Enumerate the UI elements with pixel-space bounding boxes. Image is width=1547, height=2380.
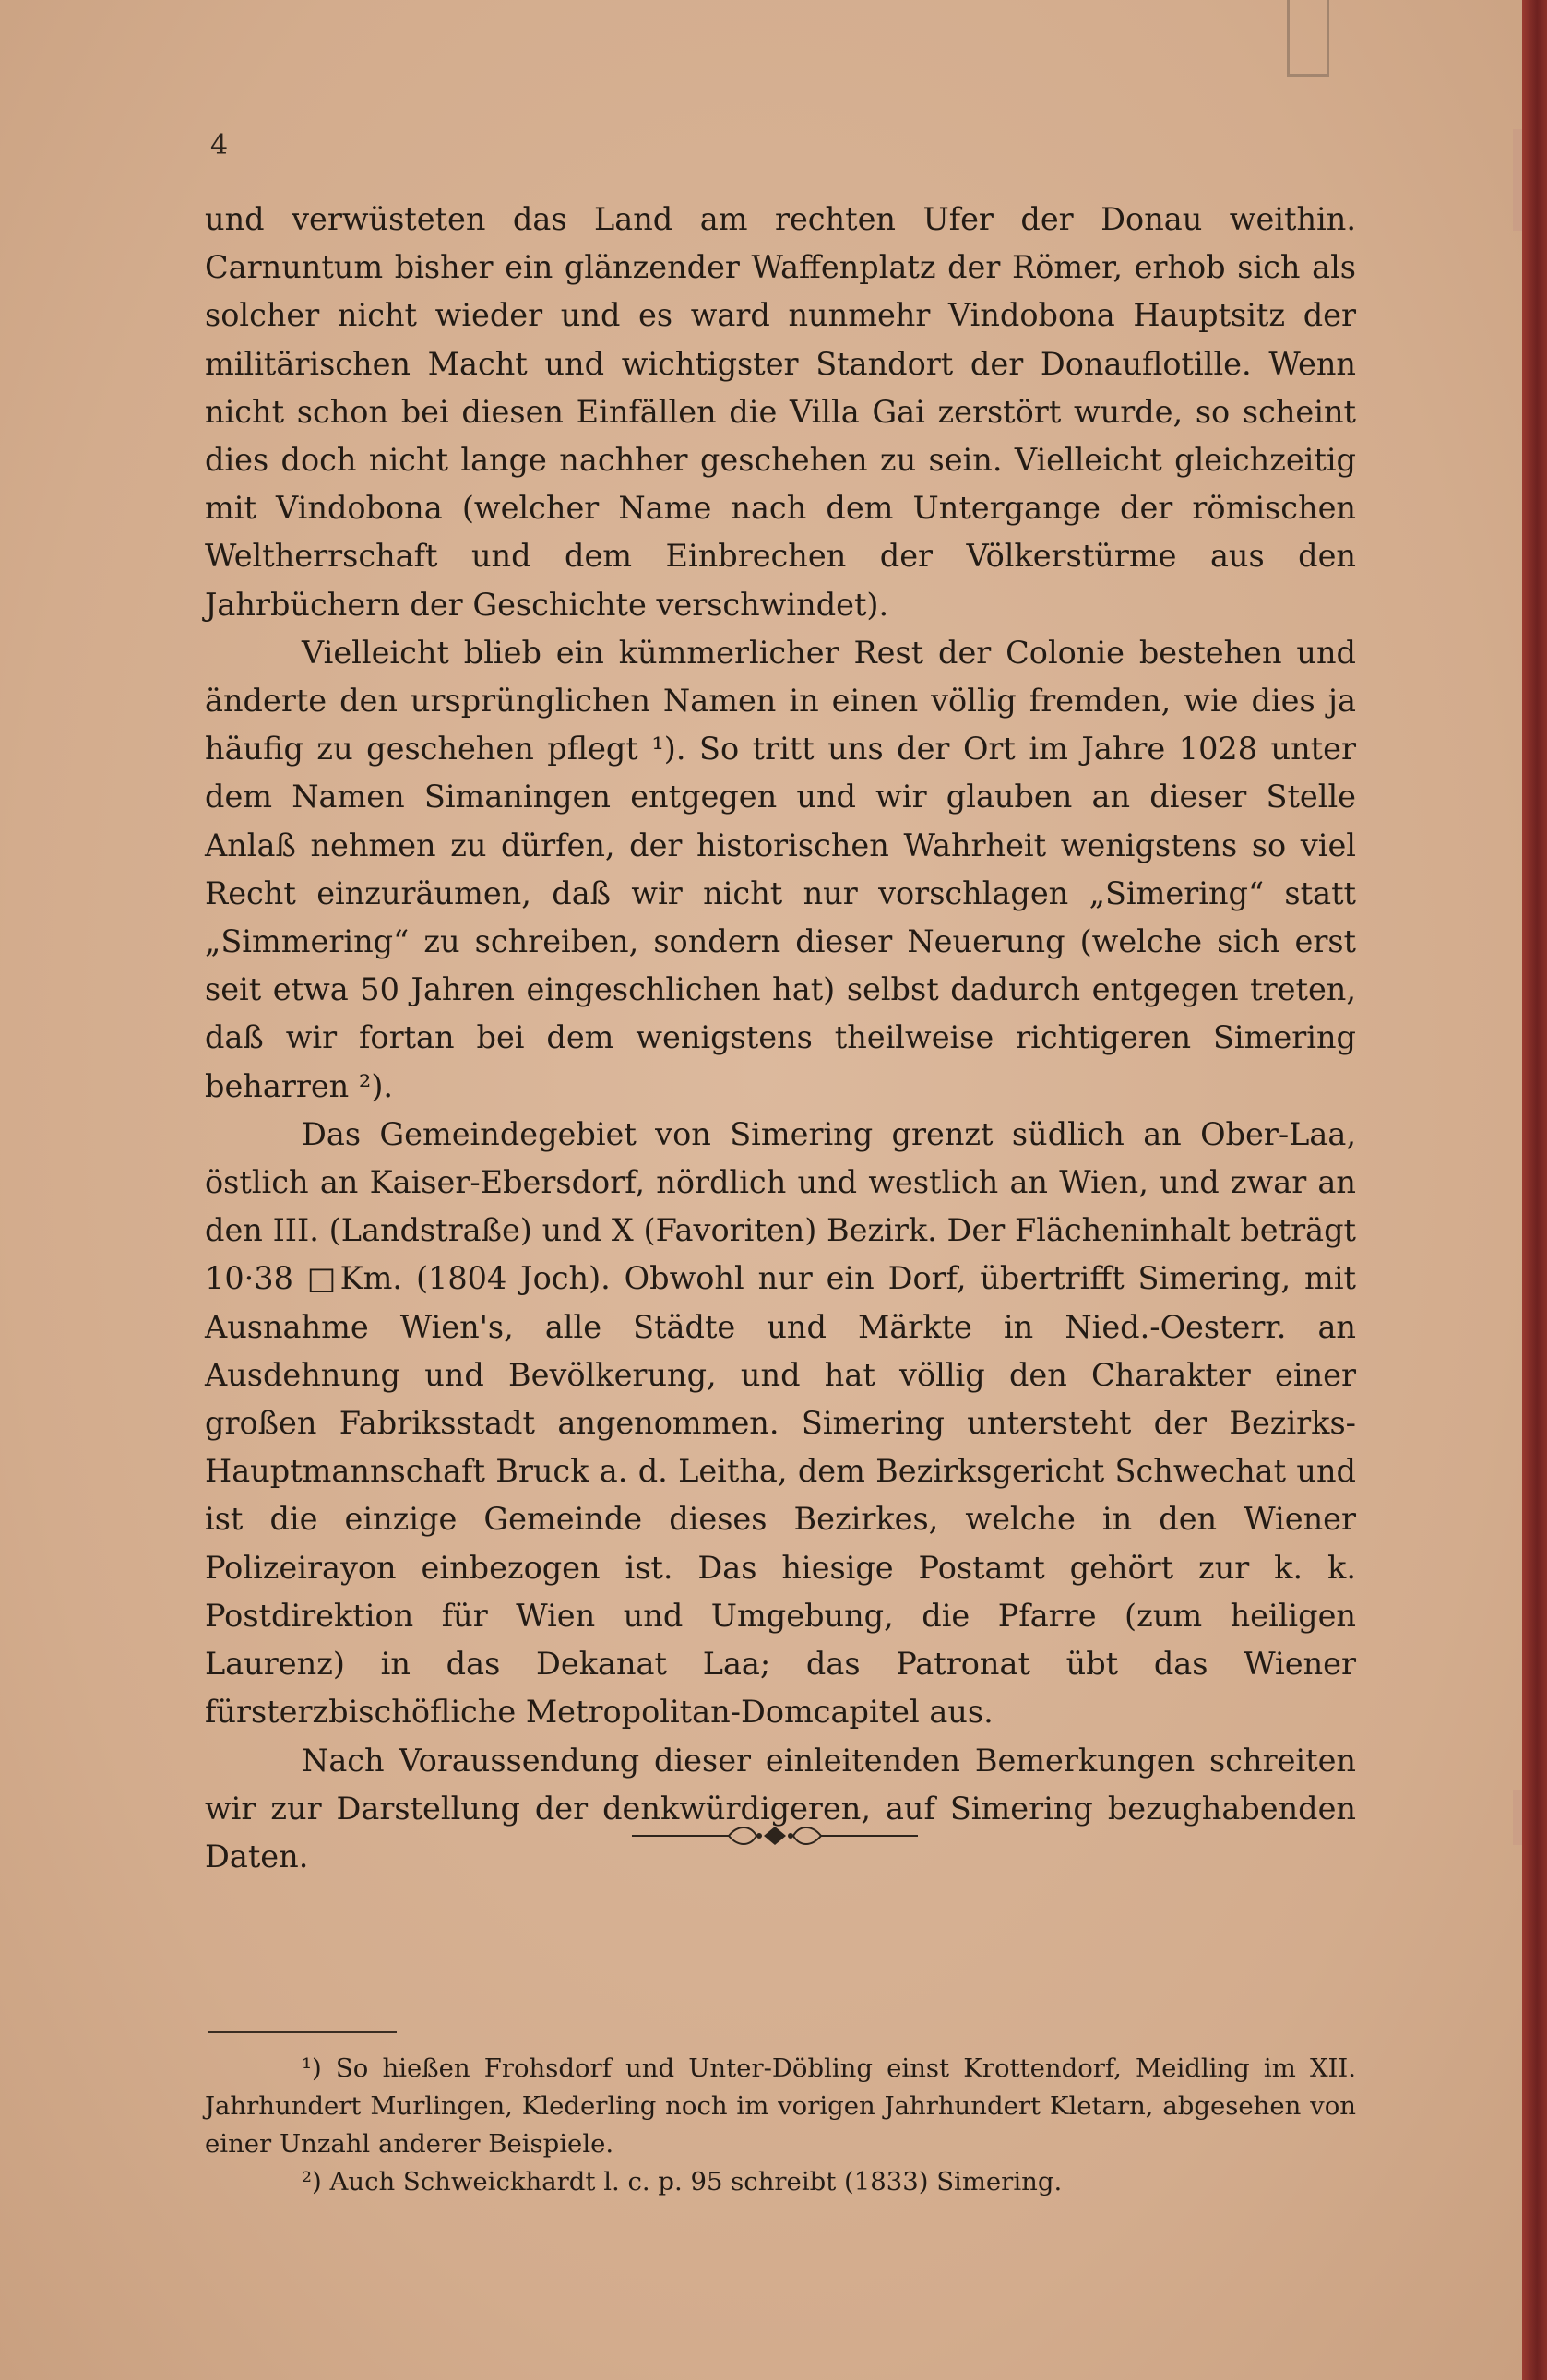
page-corner-mark — [1287, 0, 1329, 77]
paragraph: Nach Voraussendung dieser einleitenden Bemerkungen schreiten wir zur Darstellung der denkwürdigeren, auf Simering bezughabenden Daten. — [205, 1742, 1356, 1874]
edge-stain — [1513, 1790, 1522, 1845]
footnote: ¹) So hießen Frohsdorf und Unter-Döbling einst Krottendorf, Meidling im XII. Jahrhundert Murlingen, Klederling noch im vorigen Jahrhundert Kletarn, abgesehen von einer Unzahl anderer Beispiele. — [205, 2053, 1356, 2159]
body-text — [205, 196, 1356, 1881]
footnote: ²) Auch Schweickhardt l. c. p. 95 schreibt (1833) Simering. — [302, 2167, 1063, 2196]
edge-stain — [1513, 129, 1522, 231]
book-binding-edge — [1522, 0, 1547, 2380]
paragraph: und verwüsteten das Land am rechten Ufer der Donau weithin. Carnuntum bisher ein glänzender Waffenplatz der Römer, erhob sich als solcher nicht wieder und es ward nunmehr Vindobona Hauptsitz der militärischen Macht und wichtigster Standort der Donauflotille. Wenn nicht schon bei diesen Einfällen die Villa Gai zerstört wurde, so scheint dies doch nicht lange nachher geschehen zu sein. Vielleicht gleichzeitig mit Vindobona (welcher Name nach dem Untergange der römischen Weltherrschaft und dem Einbrechen der Völkerstürme aus den Jahrbüchern der Geschichte verschwindet). — [205, 201, 1356, 623]
page-number: 4 — [210, 129, 229, 161]
footnote-divider — [208, 2031, 397, 2033]
paragraph: Das Gemeindegebiet von Simering grenzt südlich an Ober-Laa, östlich an Kaiser-Ebersdorf, nördlich und westlich an Wien, und zwar an den III. (Landstraße) und X (Favoriten) Bezirk. Der Flächeninhalt beträgt 10·38 □Km. (1804 Joch). Obwohl nur ein Dorf, übertrifft Simering, mit Ausnahme Wien's, alle Städte und Märkte in Nied.-Oesterr. an Ausdehnung und Bevölkerung, und hat völlig den Charakter einer großen Fabriksstadt angenommen. Simering untersteht der Bezirks-Hauptmannschaft Bruck a. d. Leitha, dem Bezirksgericht Schwechat und ist die einzige Gemeinde dieses Bezirkes, welche in den Wiener Polizeirayon einbezogen ist. Das hiesige Postamt gehört zur k. k. Postdirektion für Wien und Umgebung, die Pfarre (zum heiligen Laurenz) in das Dekanat Laa; das Patronat übt das Wiener fürsterzbischöfliche Metropolitan-Domcapitel aus. — [205, 1115, 1356, 1731]
footnotes — [205, 2050, 1356, 2201]
paragraph: Vielleicht blieb ein kümmerlicher Rest der Colonie bestehen und änderte den ursprünglichen Namen in einen völlig fremden, wie dies ja häufig zu geschehen pflegt ¹). So tritt uns der Ort im Jahre 1028 unter dem Namen Simaningen entgegen und wir glauben an dieser Stelle Anlaß nehmen zu dürfen, der historischen Wahrheit wenigstens so viel Recht einzuräumen, daß wir nicht nur vorschlagen „Simering“ statt „Simmering“ zu schreiben, sondern dieser Neuerung (welche sich erst seit etwa 50 Jahren eingeschlichen hat) selbst dadurch entgegen treten, daß wir fortan bei dem wenigstens theilweise richtigeren Simering beharren ²). — [205, 634, 1356, 1104]
ornament-divider-icon — [632, 1817, 918, 1854]
